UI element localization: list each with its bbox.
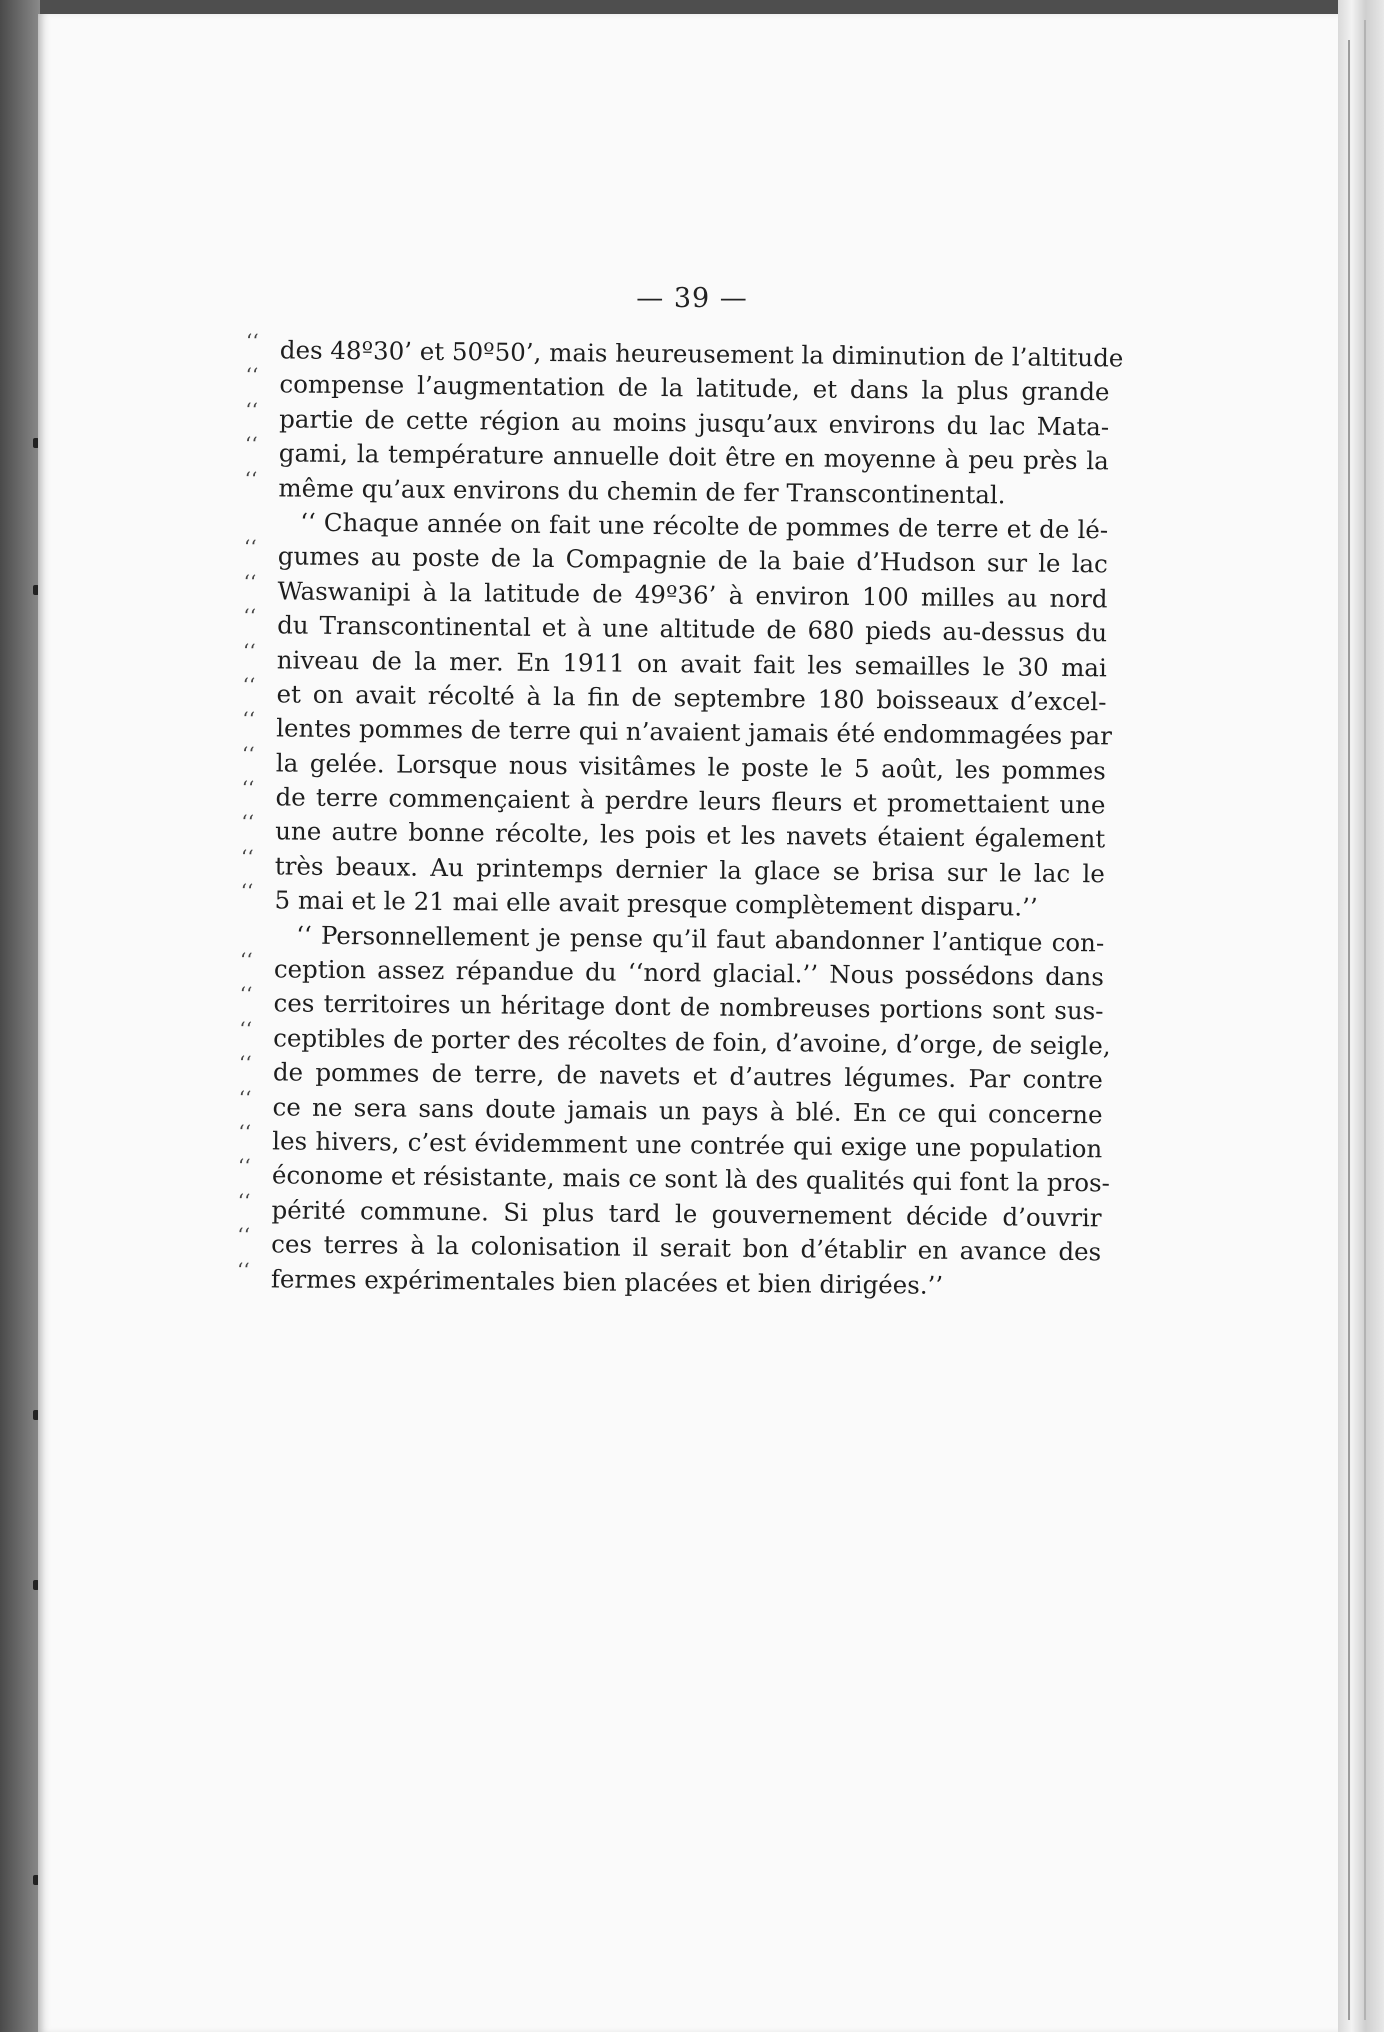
quote-mark: ‘‘ [245, 397, 259, 422]
quote-mark: ‘‘ [238, 1051, 252, 1076]
quote-mark: ‘‘ [237, 1223, 251, 1248]
line-text: partie de cette région au moins jusqu’aux environs du lac Mata- [279, 404, 1110, 442]
line-text: fermes expérimentales bien placées et bien dirigées.’’ [270, 1263, 944, 1300]
quote-mark: ‘‘ [237, 1188, 251, 1213]
line-text: même qu’aux environs du chemin de fer Transcontinental. [278, 472, 1006, 509]
quote-mark: ‘‘ [239, 948, 253, 973]
quote-mark: ‘‘ [241, 776, 255, 801]
quote-mark: ‘‘ [242, 638, 256, 663]
line-text: ception assez répandue du ‘‘nord glacial.’’ Nous possédons dans [273, 954, 1104, 992]
line-text: économe et résistante, mais ce sont là des qualités qui font la pros- [271, 1160, 1111, 1198]
quote-mark: ‘‘ [241, 741, 255, 766]
quote-mark: ‘‘ [245, 363, 259, 388]
line-text: gami, la température annuelle doit être en moyenne à peu près la [278, 438, 1109, 476]
line-text: compense l’augmentation de la latitude, et dans la plus grande [279, 369, 1110, 407]
line-text: de pommes de terre, de navets et d’autres légumes. Par contre [272, 1057, 1104, 1095]
quote-mark: ‘‘ [243, 604, 257, 629]
quote-mark: ‘‘ [245, 329, 259, 354]
page-number: — 39 — [636, 283, 748, 314]
quote-mark: ‘‘ [238, 1085, 252, 1110]
line-text: du Transcontinental et à une altitude de 680 pieds au-dessus du [277, 610, 1108, 648]
body-text [231, 329, 1124, 1304]
quote-mark: ‘‘ [239, 1016, 253, 1041]
line-text: et on avait récolté à la fin de septembre 180 boisseaux d’excel- [276, 679, 1107, 717]
quote-mark: ‘‘ [238, 1120, 252, 1145]
quote-mark: ‘‘ [244, 432, 258, 457]
line-text: ceptibles de porter des récoltes de foin, d’avoine, d’orge, de seigle, [273, 1023, 1111, 1061]
quote-mark: ‘‘ [243, 569, 257, 594]
quote-mark: ‘‘ [242, 672, 256, 698]
quote-mark: ‘‘ [242, 707, 256, 732]
quote-mark: ‘‘ [236, 1257, 250, 1282]
line-text: gumes au poste de la Compagnie de la baie d’Hudson sur le lac [277, 541, 1108, 579]
line-text: les hivers, c’est évidemment une contrée qui exige une population [272, 1126, 1103, 1164]
line-text: la gelée. Lorsque nous visitâmes le poste le 5 août, les pommes [275, 748, 1106, 786]
line-text: lentes pommes de terre qui n’avaient jamais été endommagées par [276, 713, 1113, 751]
line-text: ces terres à la colonisation il serait bon d’établir en avance des [271, 1229, 1102, 1267]
quote-mark: ‘‘ [237, 1154, 251, 1179]
line-text: niveau de la mer. En 1911 on avait fait les semailles le 30 mai [276, 644, 1107, 682]
line-text: ce ne sera sans doute jamais un pays à blé. En ce qui concerne [272, 1091, 1103, 1129]
line-text: très beaux. Au printemps dernier la glace se brisa sur le lac le [274, 851, 1105, 889]
quote-mark: ‘‘ [244, 466, 258, 491]
line-text: ‘‘ Chaque année on fait une récolte de pommes de terre et de lé- [300, 507, 1109, 545]
line-text: ‘‘ Personnellement je pense qu’il faut abandonner l’antique con- [296, 920, 1105, 957]
quote-mark: ‘‘ [243, 535, 257, 560]
line-text: des 48º30’ et 50º50’, mais heureusement la diminution de l’altitude [279, 335, 1124, 373]
line-text: Waswanipi à la latitude de 49º36’ à environ 100 milles au nord [277, 576, 1108, 614]
line-text: ces territoires un héritage dont de nombreuses portions sont sus- [273, 988, 1104, 1026]
line-text: de terre commençaient à perdre leurs fleurs et promettaient une [275, 782, 1106, 820]
quote-mark: ‘‘ [241, 810, 255, 835]
line-text: périté commune. Si plus tard le gouvernement décide d’ouvrir [271, 1195, 1102, 1233]
quote-mark: ‘‘ [240, 879, 254, 904]
quote-mark: ‘‘ [240, 844, 254, 870]
line-text: 5 mai et le 21 mai elle avait presque complètement disparu.’’ [274, 885, 1038, 922]
quote-mark: ‘‘ [239, 982, 253, 1007]
line-text: une autre bonne récolte, les pois et les navets étaient également [275, 816, 1106, 854]
